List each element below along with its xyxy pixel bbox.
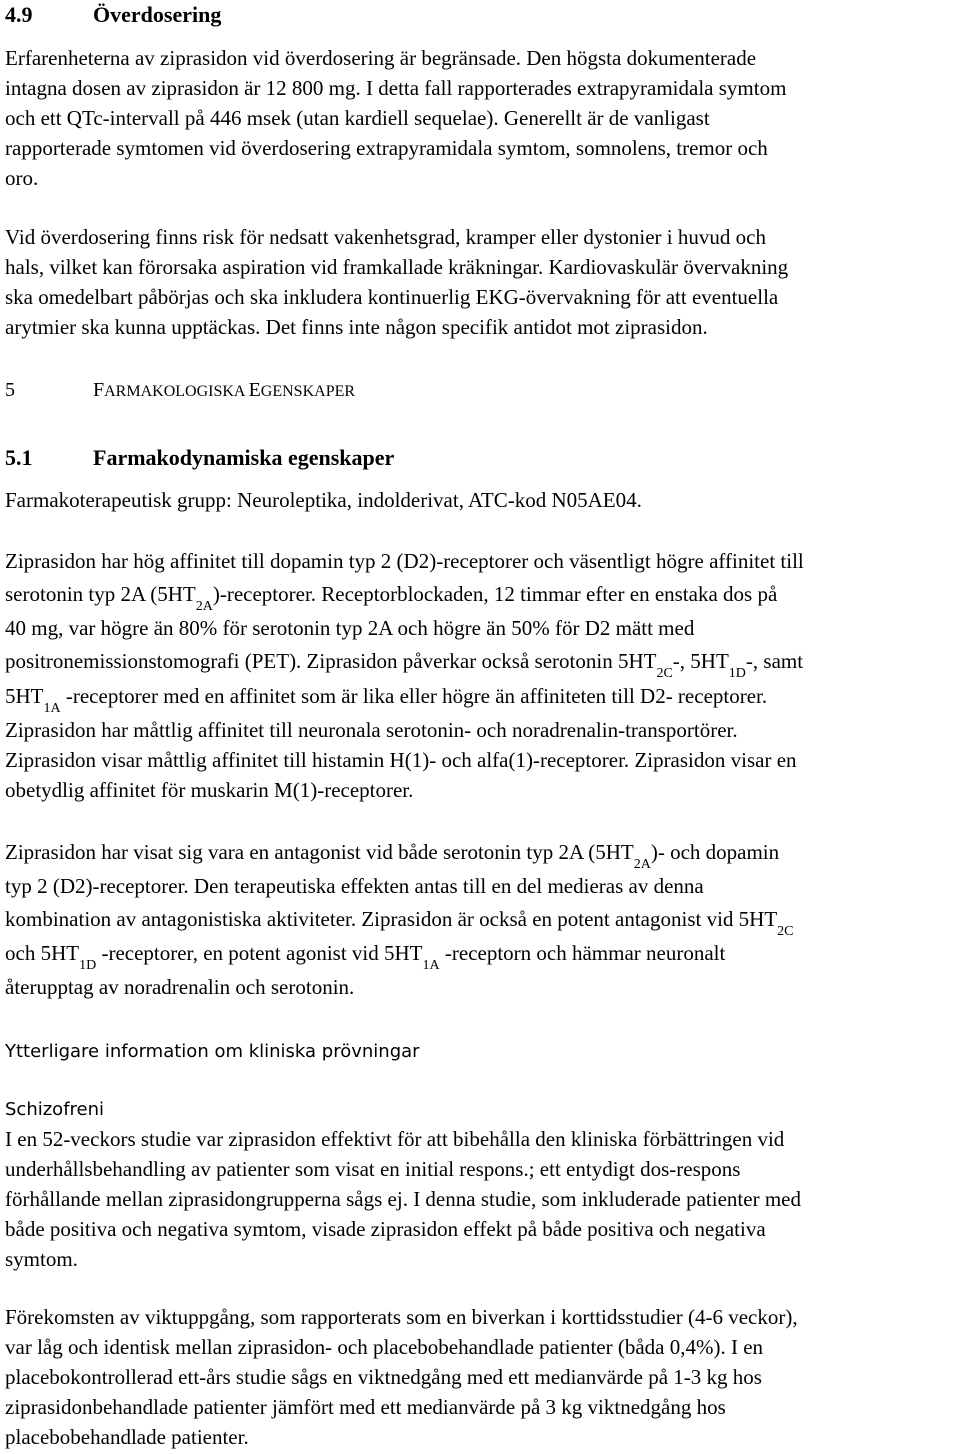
schizophrenia-paragraph xyxy=(5,1124,955,1274)
text-line: var låg och identisk mellan ziprasidon- och placebobehandlade patienter (båda 0,4%). I en xyxy=(5,1335,764,1359)
text-segment: -receptorn och hämmar neuronalt xyxy=(439,941,726,965)
overdose-paragraph-2 xyxy=(5,222,955,342)
text-line xyxy=(5,835,955,872)
subscript: 1A xyxy=(422,958,440,973)
section-title: Farmakodynamiska egenskaper xyxy=(93,445,395,470)
text-line xyxy=(5,745,955,775)
text-line: hals, vilket kan förorsaka aspiration vid framkallade kräkningar. Kardiovaskulär övervakning xyxy=(5,255,789,279)
section-number: 5.1 xyxy=(5,445,33,470)
text-line: placebobehandlade patienter. xyxy=(5,1425,249,1449)
subscript: 1D xyxy=(79,958,97,973)
text-segment: Ziprasidon har visat sig vara en antagonist vid både serotonin typ 2A (5HT xyxy=(5,840,634,864)
text-line: placebokontrollerad ett-års studie sågs en viktnedgång med ett medianvärde på 1-3 kg hos xyxy=(5,1365,762,1389)
title-part: ARMAKOLOGISKA xyxy=(104,383,249,400)
text-line: rapporterade symtomen vid överdosering extrapyramidala symtom, somnolens, tremor och xyxy=(5,136,768,160)
pharmacodynamics-paragraph-1 xyxy=(5,546,955,805)
text-segment: återupptag av noradrenalin och serotonin. xyxy=(5,975,355,999)
text-segment: typ 2 (D2)-receptorer. Den terapeutiska effekten antas till en del medieras av denna xyxy=(5,874,704,898)
text-line xyxy=(5,715,955,745)
subscript: 2C xyxy=(656,666,673,681)
text-segment: och 5HT xyxy=(5,941,80,965)
text-segment: )- och dopamin xyxy=(650,840,780,864)
text-segment: -, samt xyxy=(745,649,804,673)
text-line: Farmakoterapeutisk grupp: Neuroleptika, indolderivat, ATC-kod N05AE04. xyxy=(5,488,642,512)
atc-code-line xyxy=(5,485,955,515)
section-number: 4.9 xyxy=(5,2,33,27)
section-5-heading xyxy=(5,379,955,402)
title-part: GENSKAPER xyxy=(260,383,356,400)
text-line: Erfarenheterna av ziprasidon vid överdosering är begränsade. Den högsta dokumenterade xyxy=(5,46,757,70)
title-part: E xyxy=(248,379,261,401)
pharmacodynamics-paragraph-2 xyxy=(5,835,955,1002)
section-number: 5 xyxy=(5,379,15,401)
text-segment: -receptorer med en affinitet som är lika eller högre än affiniteten till D2- receptorer. xyxy=(60,684,768,708)
text-line xyxy=(5,546,955,576)
text-line xyxy=(5,576,955,612)
text-line: ska omedelbart påbörjas och ska inkludera kontinuerlig EKG-övervakning för att eventuella xyxy=(5,285,779,309)
text-line: Förekomsten av viktuppgång, som rapporterats som en biverkan i korttidsstudier (4-6 veckor), xyxy=(5,1305,798,1329)
text-line: förhållande mellan ziprasidongrupperna sågs ej. I denna studie, som inkluderade patienter med xyxy=(5,1187,801,1211)
text-line xyxy=(5,612,955,645)
weight-gain-paragraph xyxy=(5,1302,955,1452)
text-line xyxy=(5,904,955,939)
section-title: Överdosering xyxy=(93,2,222,27)
section-title xyxy=(93,379,355,401)
subscript: 2C xyxy=(777,924,794,939)
text-segment: -, 5HT xyxy=(672,649,729,673)
text-line xyxy=(5,645,955,681)
subscript: 1D xyxy=(728,666,746,681)
text-line: både positiva och negativa symtom, visade ziprasidon effekt på både positiva och negativa xyxy=(5,1217,766,1241)
text-line xyxy=(5,934,955,972)
text-line: I en 52-veckors studie var ziprasidon effektivt för att bibehålla den kliniska förbättringen vid xyxy=(5,1127,785,1151)
text-line: och ett QTc-intervall på 446 msek (utan kardiell sequelae). Generellt är de vanligast xyxy=(5,106,710,130)
text-segment: obetydlig affinitet för muskarin M(1)-receptorer. xyxy=(5,778,414,802)
text-line xyxy=(5,678,955,715)
overdose-paragraph-1 xyxy=(5,43,955,193)
text-line: ziprasidonbehandlade patienter jämfört med ett medianvärde på 3 kg viktnedgång hos xyxy=(5,1395,726,1419)
subscript: 1A xyxy=(43,701,61,716)
text-segment: 5HT xyxy=(5,684,44,708)
text-segment: serotonin typ 2A (5HT xyxy=(5,582,196,606)
text-line: oro. xyxy=(5,166,39,190)
text-segment: kombination av antagonistiska aktiviteter. Ziprasidon är också en potent antagonist vid 5HT xyxy=(5,907,778,931)
text-segment: Ziprasidon har måttlig affinitet till neuronala serotonin- och noradrenalin-transportörer. xyxy=(5,718,738,742)
text-segment: 40 mg, var högre än 80% för serotonin typ 2A och högre än 50% för D2 mätt med xyxy=(5,616,695,640)
text-line xyxy=(5,775,955,805)
section-4-9-heading xyxy=(5,2,955,28)
text-segment: Ziprasidon har hög affinitet till dopamin typ 2 (D2)-receptorer och väsentligt högre affinitet till xyxy=(5,549,804,573)
subscript: 2A xyxy=(633,857,651,872)
text-segment: Ziprasidon visar måttlig affinitet till histamin H(1)- och alfa(1)-receptorer. Ziprasidon visar en xyxy=(5,748,797,772)
title-part: F xyxy=(93,379,105,401)
clinical-trials-heading: Ytterligare information om kliniska prövningar xyxy=(5,1041,420,1062)
text-line xyxy=(5,869,955,904)
text-line: symtom. xyxy=(5,1247,78,1271)
schizophrenia-heading: Schizofreni xyxy=(5,1099,105,1120)
text-line: arytmier ska kunna upptäckas. Det finns inte någon specifik antidot mot ziprasidon. xyxy=(5,315,708,339)
text-line: Vid överdosering finns risk för nedsatt vakenhetsgrad, kramper eller dystonier i huvud och xyxy=(5,225,766,249)
text-segment: -receptorer, en potent agonist vid 5HT xyxy=(96,941,423,965)
subscript: 2A xyxy=(195,599,213,614)
text-line: underhållsbehandling av patienter som visat en initial respons.; ett entydigt dos-respons xyxy=(5,1157,741,1181)
text-line xyxy=(5,972,955,1002)
text-line: intagna dosen av ziprasidon är 12 800 mg. I detta fall rapporterades extrapyramidala symtom xyxy=(5,76,787,100)
text-segment: positronemissionstomografi (PET). Ziprasidon påverkar också serotonin 5HT xyxy=(5,649,657,673)
text-segment: )-receptorer. Receptorblockaden, 12 timmar efter en enstaka dos på xyxy=(212,582,778,606)
section-5-1-heading xyxy=(5,445,955,471)
